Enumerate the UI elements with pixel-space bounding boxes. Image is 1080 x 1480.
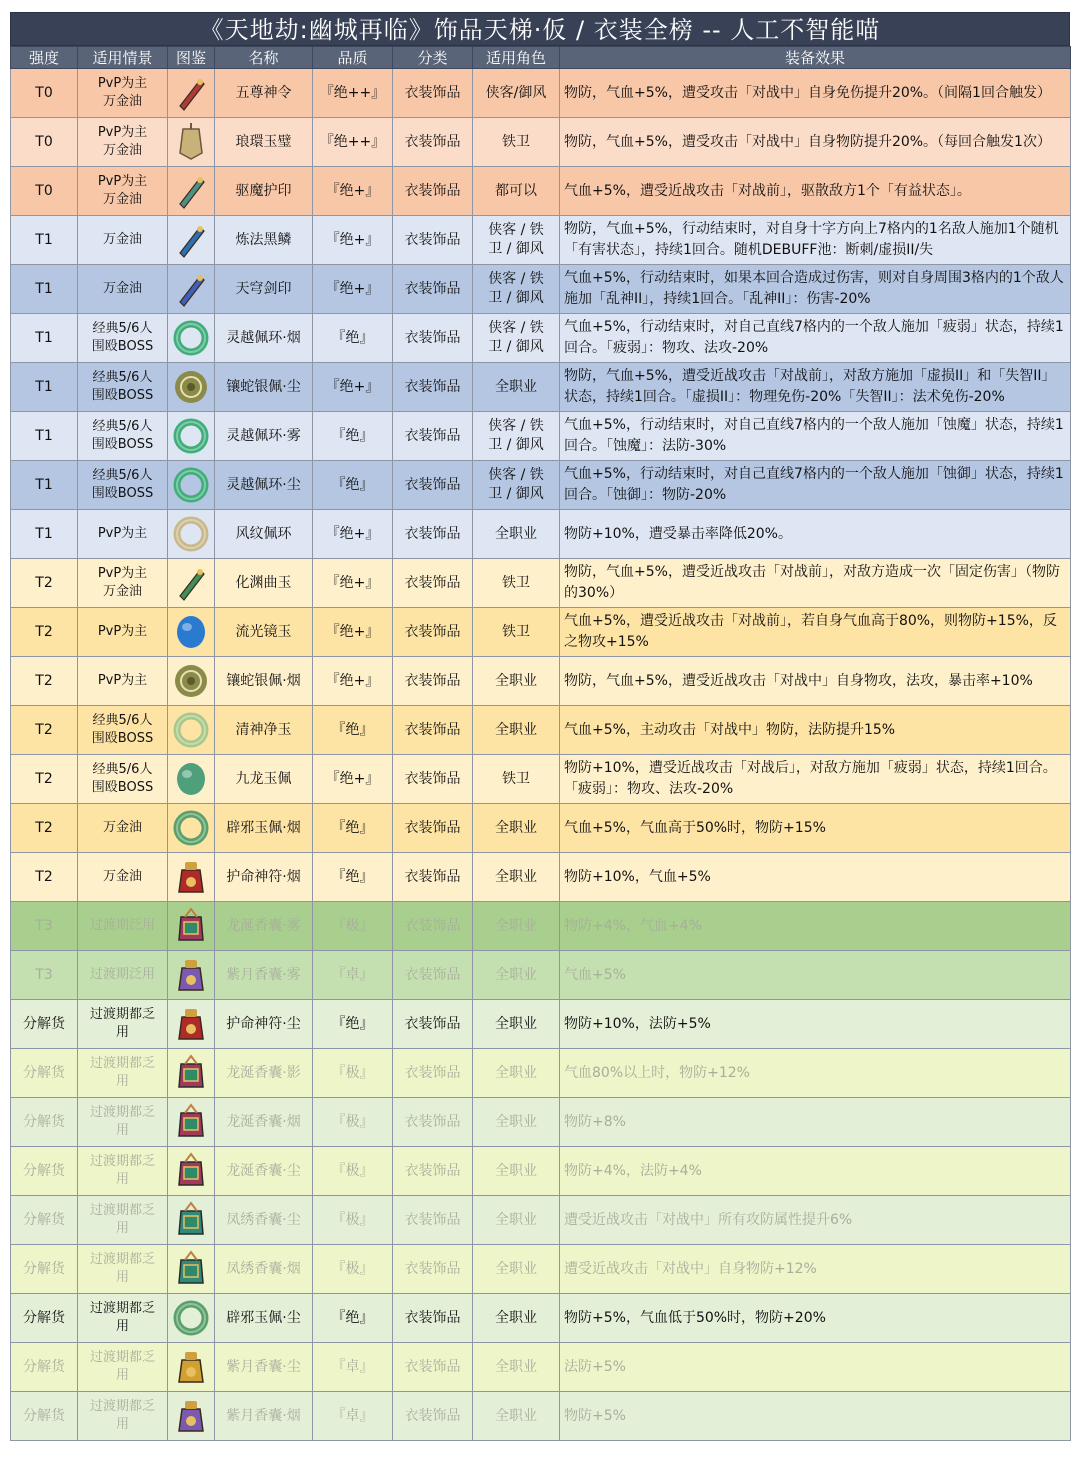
category-cell: 衣装饰品 bbox=[393, 216, 473, 265]
role-cell: 侠客 / 铁 卫 / 御风 bbox=[473, 216, 560, 265]
scene-cell: PvP为主 万金油 bbox=[78, 118, 168, 167]
effect-cell: 物防+10%，遭受近战攻击「对战后」，对敌方施加「疲弱」状态，持续1回合。「疲弱」：物攻、法攻-20% bbox=[560, 755, 1071, 804]
scene-cell: 经典5/6人 围殴BOSS bbox=[78, 461, 168, 510]
icon-cell bbox=[168, 853, 215, 902]
category-cell: 衣装饰品 bbox=[393, 1294, 473, 1343]
quality-cell: 『极』 bbox=[313, 1098, 393, 1147]
table-row bbox=[11, 902, 1071, 951]
icon-cell bbox=[168, 608, 215, 657]
name-cell: 护命神符·尘 bbox=[215, 1000, 313, 1049]
tier-cell: T2 bbox=[11, 559, 78, 608]
table-row bbox=[11, 1049, 1071, 1098]
quality-cell: 『绝』 bbox=[313, 461, 393, 510]
effect-cell: 气血+5% bbox=[560, 951, 1071, 1000]
category-cell: 衣装饰品 bbox=[393, 951, 473, 1000]
table-row bbox=[11, 69, 1071, 118]
header-category: 分类 bbox=[393, 47, 473, 69]
green-jade-charm-icon bbox=[170, 562, 212, 604]
header-tier: 强度 bbox=[11, 47, 78, 69]
tier-cell: T2 bbox=[11, 657, 78, 706]
category-cell: 衣装饰品 bbox=[393, 853, 473, 902]
role-cell: 全职业 bbox=[473, 853, 560, 902]
tier-cell: T1 bbox=[11, 412, 78, 461]
tier-cell: 分解货 bbox=[11, 1147, 78, 1196]
table-row bbox=[11, 853, 1071, 902]
name-cell: 灵越佩环·尘 bbox=[215, 461, 313, 510]
red-tassel-token-icon bbox=[170, 72, 212, 114]
role-cell: 全职业 bbox=[473, 363, 560, 412]
quality-cell: 『绝+』 bbox=[313, 755, 393, 804]
name-cell: 龙涎香囊·尘 bbox=[215, 1147, 313, 1196]
quality-cell: 『绝』 bbox=[313, 1294, 393, 1343]
effect-cell: 法防+5% bbox=[560, 1343, 1071, 1392]
quality-cell: 『卓』 bbox=[313, 951, 393, 1000]
effect-cell: 物防，气血+5%，遭受近战攻击「对战前」，对敌方施加「虚损II」和「失智II」状态，持续1回合。「虚损II」：物理免伤-20%「失智II」：法术免伤-20% bbox=[560, 363, 1071, 412]
role-cell: 侠客 / 铁 卫 / 御风 bbox=[473, 265, 560, 314]
scene-cell: 经典5/6人 围殴BOSS bbox=[78, 412, 168, 461]
table-row bbox=[11, 657, 1071, 706]
name-cell: 灵越佩环·雾 bbox=[215, 412, 313, 461]
icon-cell bbox=[168, 951, 215, 1000]
role-cell: 铁卫 bbox=[473, 608, 560, 657]
icon-cell bbox=[168, 559, 215, 608]
name-cell: 灵越佩环·烟 bbox=[215, 314, 313, 363]
category-cell: 衣装饰品 bbox=[393, 1245, 473, 1294]
blue-mirror-jade-icon bbox=[170, 611, 212, 653]
quality-cell: 『卓』 bbox=[313, 1343, 393, 1392]
purple-moon-sachet-icon bbox=[170, 1395, 212, 1437]
demon-seal-icon bbox=[170, 170, 212, 212]
scene-cell: 过渡期都乏 用 bbox=[78, 1049, 168, 1098]
scene-cell: PvP为主 万金油 bbox=[78, 167, 168, 216]
dragon-sachet-icon bbox=[170, 905, 212, 947]
icon-cell bbox=[168, 510, 215, 559]
phoenix-sachet-icon bbox=[170, 1248, 212, 1290]
scene-cell: PvP为主 万金油 bbox=[78, 69, 168, 118]
quality-cell: 『极』 bbox=[313, 1196, 393, 1245]
table-header-row bbox=[11, 47, 1071, 69]
quality-cell: 『绝+』 bbox=[313, 167, 393, 216]
category-cell: 衣装饰品 bbox=[393, 755, 473, 804]
quality-cell: 『绝+』 bbox=[313, 216, 393, 265]
quality-cell: 『卓』 bbox=[313, 1392, 393, 1441]
role-cell: 都可以 bbox=[473, 167, 560, 216]
scene-cell: 过渡期都乏 用 bbox=[78, 1294, 168, 1343]
category-cell: 衣装饰品 bbox=[393, 657, 473, 706]
icon-cell bbox=[168, 314, 215, 363]
effect-cell: 气血+5%，气血高于50%时，物防+15% bbox=[560, 804, 1071, 853]
effect-cell: 物防+5% bbox=[560, 1392, 1071, 1441]
quality-cell: 『极』 bbox=[313, 1049, 393, 1098]
category-cell: 衣装饰品 bbox=[393, 265, 473, 314]
role-cell: 全职业 bbox=[473, 1392, 560, 1441]
scene-cell: PvP为主 bbox=[78, 608, 168, 657]
role-cell: 全职业 bbox=[473, 706, 560, 755]
scene-cell: 经典5/6人 围殴BOSS bbox=[78, 363, 168, 412]
dragon-sachet-icon bbox=[170, 1052, 212, 1094]
phoenix-sachet-icon bbox=[170, 1199, 212, 1241]
icon-cell bbox=[168, 1245, 215, 1294]
scene-cell: 万金油 bbox=[78, 216, 168, 265]
scene-cell: 过渡期都乏 用 bbox=[78, 1098, 168, 1147]
role-cell: 全职业 bbox=[473, 1000, 560, 1049]
icon-cell bbox=[168, 755, 215, 804]
category-cell: 衣装饰品 bbox=[393, 1343, 473, 1392]
name-cell: 凤绣香囊·烟 bbox=[215, 1245, 313, 1294]
name-cell: 清神净玉 bbox=[215, 706, 313, 755]
icon-cell bbox=[168, 804, 215, 853]
name-cell: 辟邪玉佩·尘 bbox=[215, 1294, 313, 1343]
table-row bbox=[11, 1000, 1071, 1049]
name-cell: 化渊曲玉 bbox=[215, 559, 313, 608]
tier-cell: T1 bbox=[11, 461, 78, 510]
scene-cell: 经典5/6人 围殴BOSS bbox=[78, 314, 168, 363]
effect-cell: 气血80%以上时，物防+12% bbox=[560, 1049, 1071, 1098]
effect-cell: 气血+5%，遭受近战攻击「对战前」，若自身气血高于80%，则物防+15%，反之物攻+15% bbox=[560, 608, 1071, 657]
header-icon: 图鉴 bbox=[168, 47, 215, 69]
table-row bbox=[11, 1392, 1071, 1441]
name-cell: 五尊神令 bbox=[215, 69, 313, 118]
scene-cell: PvP为主 bbox=[78, 510, 168, 559]
scene-cell: PvP为主 万金油 bbox=[78, 559, 168, 608]
quality-cell: 『绝+』 bbox=[313, 559, 393, 608]
role-cell: 全职业 bbox=[473, 1294, 560, 1343]
table-row bbox=[11, 1098, 1071, 1147]
tier-cell: 分解货 bbox=[11, 1049, 78, 1098]
quality-cell: 『绝+』 bbox=[313, 657, 393, 706]
icon-cell bbox=[168, 1147, 215, 1196]
role-cell: 铁卫 bbox=[473, 755, 560, 804]
table-row bbox=[11, 755, 1071, 804]
name-cell: 九龙玉佩 bbox=[215, 755, 313, 804]
effect-cell: 气血+5%，行动结束时，对自己直线7格内的一个敌人施加「蚀御」状态，持续1回合。「蚀御」：物防-20% bbox=[560, 461, 1071, 510]
table-row bbox=[11, 1147, 1071, 1196]
effect-cell: 物防，气血+5%，遭受攻击「对战中」自身免伤提升20%。（间隔1回合触发） bbox=[560, 69, 1071, 118]
icon-cell bbox=[168, 461, 215, 510]
role-cell: 铁卫 bbox=[473, 118, 560, 167]
role-cell: 侠客 / 铁 卫 / 御风 bbox=[473, 314, 560, 363]
scene-cell: PvP为主 bbox=[78, 657, 168, 706]
tier-cell: T1 bbox=[11, 314, 78, 363]
tier-cell: 分解货 bbox=[11, 1000, 78, 1049]
name-cell: 龙涎香囊·雾 bbox=[215, 902, 313, 951]
purple-moon-sachet-icon bbox=[170, 954, 212, 996]
category-cell: 衣装饰品 bbox=[393, 167, 473, 216]
category-cell: 衣装饰品 bbox=[393, 412, 473, 461]
header-role: 适用角色 bbox=[473, 47, 560, 69]
scene-cell: 过渡期都乏 用 bbox=[78, 1196, 168, 1245]
effect-cell: 物防，气血+5%，遭受攻击「对战中」自身物防提升20%。（每回合触发1次） bbox=[560, 118, 1071, 167]
role-cell: 侠客 / 铁 卫 / 御风 bbox=[473, 461, 560, 510]
category-cell: 衣装饰品 bbox=[393, 461, 473, 510]
category-cell: 衣装饰品 bbox=[393, 1196, 473, 1245]
name-cell: 驱魔护印 bbox=[215, 167, 313, 216]
scene-cell: 过渡期都乏 用 bbox=[78, 1392, 168, 1441]
table-row bbox=[11, 1343, 1071, 1392]
jade-ring-icon bbox=[170, 415, 212, 457]
dragon-sachet-icon bbox=[170, 1101, 212, 1143]
icon-cell bbox=[168, 1392, 215, 1441]
equipment-table bbox=[10, 46, 1071, 1441]
icon-cell bbox=[168, 118, 215, 167]
table-row bbox=[11, 412, 1071, 461]
icon-cell bbox=[168, 706, 215, 755]
role-cell: 全职业 bbox=[473, 1245, 560, 1294]
quality-cell: 『绝』 bbox=[313, 853, 393, 902]
tier-cell: 分解货 bbox=[11, 1098, 78, 1147]
silver-snake-disc-icon bbox=[170, 660, 212, 702]
quality-cell: 『极』 bbox=[313, 1245, 393, 1294]
icon-cell bbox=[168, 216, 215, 265]
tier-cell: 分解货 bbox=[11, 1343, 78, 1392]
red-amulet-pouch-icon bbox=[170, 856, 212, 898]
icon-cell bbox=[168, 265, 215, 314]
effect-cell: 气血+5%，行动结束时，如果本回合造成过伤害，则对自身周围3格内的1个敌人施加「乱神II」，持续1回合。「乱神II」：伤害-20% bbox=[560, 265, 1071, 314]
tier-cell: T1 bbox=[11, 216, 78, 265]
name-cell: 镶蛇银佩·尘 bbox=[215, 363, 313, 412]
effect-cell: 气血+5%，主动攻击「对战中」物防，法防提升15% bbox=[560, 706, 1071, 755]
name-cell: 辟邪玉佩·烟 bbox=[215, 804, 313, 853]
tier-cell: T0 bbox=[11, 167, 78, 216]
table-row bbox=[11, 804, 1071, 853]
name-cell: 流光镜玉 bbox=[215, 608, 313, 657]
table-row bbox=[11, 363, 1071, 412]
red-amulet-pouch-icon bbox=[170, 1003, 212, 1045]
icon-cell bbox=[168, 1294, 215, 1343]
category-cell: 衣装饰品 bbox=[393, 1000, 473, 1049]
tier-cell: 分解货 bbox=[11, 1196, 78, 1245]
quality-cell: 『绝』 bbox=[313, 1000, 393, 1049]
role-cell: 全职业 bbox=[473, 657, 560, 706]
evil-ward-jade-icon bbox=[170, 807, 212, 849]
quality-cell: 『绝』 bbox=[313, 412, 393, 461]
tier-cell: 分解货 bbox=[11, 1392, 78, 1441]
category-cell: 衣装饰品 bbox=[393, 69, 473, 118]
effect-cell: 气血+5%，行动结束时，对自己直线7格内的一个敌人施加「蚀魔」状态，持续1回合。「蚀魔」：法防-30% bbox=[560, 412, 1071, 461]
gold-moon-sachet-icon bbox=[170, 1346, 212, 1388]
table-row bbox=[11, 216, 1071, 265]
role-cell: 铁卫 bbox=[473, 559, 560, 608]
tier-cell: 分解货 bbox=[11, 1294, 78, 1343]
effect-cell: 遭受近战攻击「对战中」自身物防+12% bbox=[560, 1245, 1071, 1294]
table-row bbox=[11, 1245, 1071, 1294]
name-cell: 紫月香囊·尘 bbox=[215, 1343, 313, 1392]
tier-cell: T2 bbox=[11, 853, 78, 902]
name-cell: 镶蛇银佩·烟 bbox=[215, 657, 313, 706]
header-effect: 装备效果 bbox=[560, 47, 1071, 69]
tier-cell: 分解货 bbox=[11, 1245, 78, 1294]
effect-cell: 物防+10%，遭受暴击率降低20%。 bbox=[560, 510, 1071, 559]
scene-cell: 经典5/6人 围殴BOSS bbox=[78, 706, 168, 755]
evil-ward-jade-icon bbox=[170, 1297, 212, 1339]
category-cell: 衣装饰品 bbox=[393, 363, 473, 412]
effect-cell: 物防，气血+5%，遭受近战攻击「对战前」，对敌方造成一次「固定伤害」（物防的30%） bbox=[560, 559, 1071, 608]
effect-cell: 物防+10%，法防+5% bbox=[560, 1000, 1071, 1049]
tier-cell: T0 bbox=[11, 118, 78, 167]
role-cell: 全职业 bbox=[473, 1049, 560, 1098]
scene-cell: 万金油 bbox=[78, 265, 168, 314]
name-cell: 风纹佩环 bbox=[215, 510, 313, 559]
scene-cell: 万金油 bbox=[78, 853, 168, 902]
category-cell: 衣装饰品 bbox=[393, 314, 473, 363]
name-cell: 护命神符·烟 bbox=[215, 853, 313, 902]
wind-pattern-ring-icon bbox=[170, 513, 212, 555]
role-cell: 全职业 bbox=[473, 510, 560, 559]
tier-cell: T1 bbox=[11, 363, 78, 412]
name-cell: 紫月香囊·雾 bbox=[215, 951, 313, 1000]
tier-cell: T1 bbox=[11, 265, 78, 314]
icon-cell bbox=[168, 167, 215, 216]
scene-cell: 过渡期都乏 用 bbox=[78, 1000, 168, 1049]
header-quality: 品质 bbox=[313, 47, 393, 69]
jade-bi-disc-icon bbox=[170, 709, 212, 751]
table-row bbox=[11, 461, 1071, 510]
name-cell: 炼法黑鳞 bbox=[215, 216, 313, 265]
icon-cell bbox=[168, 1343, 215, 1392]
scene-cell: 过渡期都乏 用 bbox=[78, 1245, 168, 1294]
tier-cell: T2 bbox=[11, 755, 78, 804]
category-cell: 衣装饰品 bbox=[393, 1392, 473, 1441]
quality-cell: 『绝+』 bbox=[313, 363, 393, 412]
jade-ring-icon bbox=[170, 464, 212, 506]
name-cell: 龙涎香囊·烟 bbox=[215, 1098, 313, 1147]
icon-cell bbox=[168, 363, 215, 412]
quality-cell: 『绝++』 bbox=[313, 118, 393, 167]
category-cell: 衣装饰品 bbox=[393, 706, 473, 755]
table-row bbox=[11, 510, 1071, 559]
quality-cell: 『绝』 bbox=[313, 314, 393, 363]
table-row bbox=[11, 314, 1071, 363]
tier-cell: T2 bbox=[11, 608, 78, 657]
quality-cell: 『绝+』 bbox=[313, 510, 393, 559]
scene-cell: 经典5/6人 围殴BOSS bbox=[78, 755, 168, 804]
role-cell: 侠客/御风 bbox=[473, 69, 560, 118]
table-body bbox=[11, 69, 1071, 1441]
table-row bbox=[11, 608, 1071, 657]
icon-cell bbox=[168, 69, 215, 118]
role-cell: 全职业 bbox=[473, 1098, 560, 1147]
nine-dragon-jade-icon bbox=[170, 758, 212, 800]
tier-cell: T3 bbox=[11, 902, 78, 951]
silver-snake-disc-icon bbox=[170, 366, 212, 408]
category-cell: 衣装饰品 bbox=[393, 1049, 473, 1098]
scene-cell: 过渡期泛用 bbox=[78, 951, 168, 1000]
scene-cell: 过渡期泛用 bbox=[78, 902, 168, 951]
name-cell: 天穹剑印 bbox=[215, 265, 313, 314]
sword-seal-icon bbox=[170, 268, 212, 310]
scene-cell: 过渡期都乏 用 bbox=[78, 1343, 168, 1392]
effect-cell: 物防+8% bbox=[560, 1098, 1071, 1147]
jade-ring-icon bbox=[170, 317, 212, 359]
scene-cell: 过渡期都乏 用 bbox=[78, 1147, 168, 1196]
category-cell: 衣装饰品 bbox=[393, 118, 473, 167]
table-row bbox=[11, 167, 1071, 216]
header-scene: 适用情景 bbox=[78, 47, 168, 69]
role-cell: 全职业 bbox=[473, 902, 560, 951]
page-title: 《天地劫:幽城再临》饰品天梯·仮 / 衣装全榜 -- 人工不智能喵 bbox=[10, 12, 1070, 46]
category-cell: 衣装饰品 bbox=[393, 1147, 473, 1196]
table-row bbox=[11, 1196, 1071, 1245]
name-cell: 琅環玉璧 bbox=[215, 118, 313, 167]
quality-cell: 『绝』 bbox=[313, 706, 393, 755]
table-row bbox=[11, 1294, 1071, 1343]
quality-cell: 『绝++』 bbox=[313, 69, 393, 118]
effect-cell: 物防+10%，气血+5% bbox=[560, 853, 1071, 902]
table-row bbox=[11, 559, 1071, 608]
quality-cell: 『极』 bbox=[313, 902, 393, 951]
icon-cell bbox=[168, 1049, 215, 1098]
quality-cell: 『绝+』 bbox=[313, 265, 393, 314]
quality-cell: 『绝』 bbox=[313, 804, 393, 853]
effect-cell: 气血+5%，行动结束时，对自己直线7格内的一个敌人施加「疲弱」状态，持续1回合。「疲弱」：物攻、法攻-20% bbox=[560, 314, 1071, 363]
icon-cell bbox=[168, 412, 215, 461]
table-row bbox=[11, 265, 1071, 314]
table-row bbox=[11, 951, 1071, 1000]
header-name: 名称 bbox=[215, 47, 313, 69]
name-cell: 凤绣香囊·尘 bbox=[215, 1196, 313, 1245]
category-cell: 衣装饰品 bbox=[393, 608, 473, 657]
role-cell: 全职业 bbox=[473, 1343, 560, 1392]
tier-cell: T0 bbox=[11, 69, 78, 118]
name-cell: 紫月香囊·烟 bbox=[215, 1392, 313, 1441]
category-cell: 衣装饰品 bbox=[393, 804, 473, 853]
effect-cell: 物防，气血+5%，行动结束时，对自身十字方向上7格内的1名敌人施加1个随机「有害状态」，持续1回合。随机DEBUFF池：断刺/虚损II/失 bbox=[560, 216, 1071, 265]
tier-cell: T3 bbox=[11, 951, 78, 1000]
category-cell: 衣装饰品 bbox=[393, 1098, 473, 1147]
jade-tablet-icon bbox=[170, 121, 212, 163]
icon-cell bbox=[168, 1000, 215, 1049]
category-cell: 衣装饰品 bbox=[393, 559, 473, 608]
role-cell: 全职业 bbox=[473, 804, 560, 853]
tier-cell: T1 bbox=[11, 510, 78, 559]
quality-cell: 『绝+』 bbox=[313, 608, 393, 657]
effect-cell: 物防+4%，气血+4% bbox=[560, 902, 1071, 951]
icon-cell bbox=[168, 1196, 215, 1245]
role-cell: 侠客 / 铁 卫 / 御风 bbox=[473, 412, 560, 461]
role-cell: 全职业 bbox=[473, 1196, 560, 1245]
effect-cell: 气血+5%，遭受近战攻击「对战前」，驱散敌方1个「有益状态」。 bbox=[560, 167, 1071, 216]
icon-cell bbox=[168, 657, 215, 706]
dragon-sachet-icon bbox=[170, 1150, 212, 1192]
role-cell: 全职业 bbox=[473, 951, 560, 1000]
tier-cell: T2 bbox=[11, 804, 78, 853]
effect-cell: 物防+4%，法防+4% bbox=[560, 1147, 1071, 1196]
name-cell: 龙涎香囊·影 bbox=[215, 1049, 313, 1098]
icon-cell bbox=[168, 1098, 215, 1147]
scene-cell: 万金油 bbox=[78, 804, 168, 853]
effect-cell: 物防，气血+5%，遭受近战攻击「对战中」自身物攻，法攻，暴击率+10% bbox=[560, 657, 1071, 706]
category-cell: 衣装饰品 bbox=[393, 902, 473, 951]
table-row bbox=[11, 706, 1071, 755]
quality-cell: 『极』 bbox=[313, 1147, 393, 1196]
role-cell: 全职业 bbox=[473, 1147, 560, 1196]
icon-cell bbox=[168, 902, 215, 951]
table-row bbox=[11, 118, 1071, 167]
tier-cell: T2 bbox=[11, 706, 78, 755]
black-scale-icon bbox=[170, 219, 212, 261]
effect-cell: 物防+5%，气血低于50%时，物防+20% bbox=[560, 1294, 1071, 1343]
effect-cell: 遭受近战攻击「对战中」所有攻防属性提升6% bbox=[560, 1196, 1071, 1245]
category-cell: 衣装饰品 bbox=[393, 510, 473, 559]
